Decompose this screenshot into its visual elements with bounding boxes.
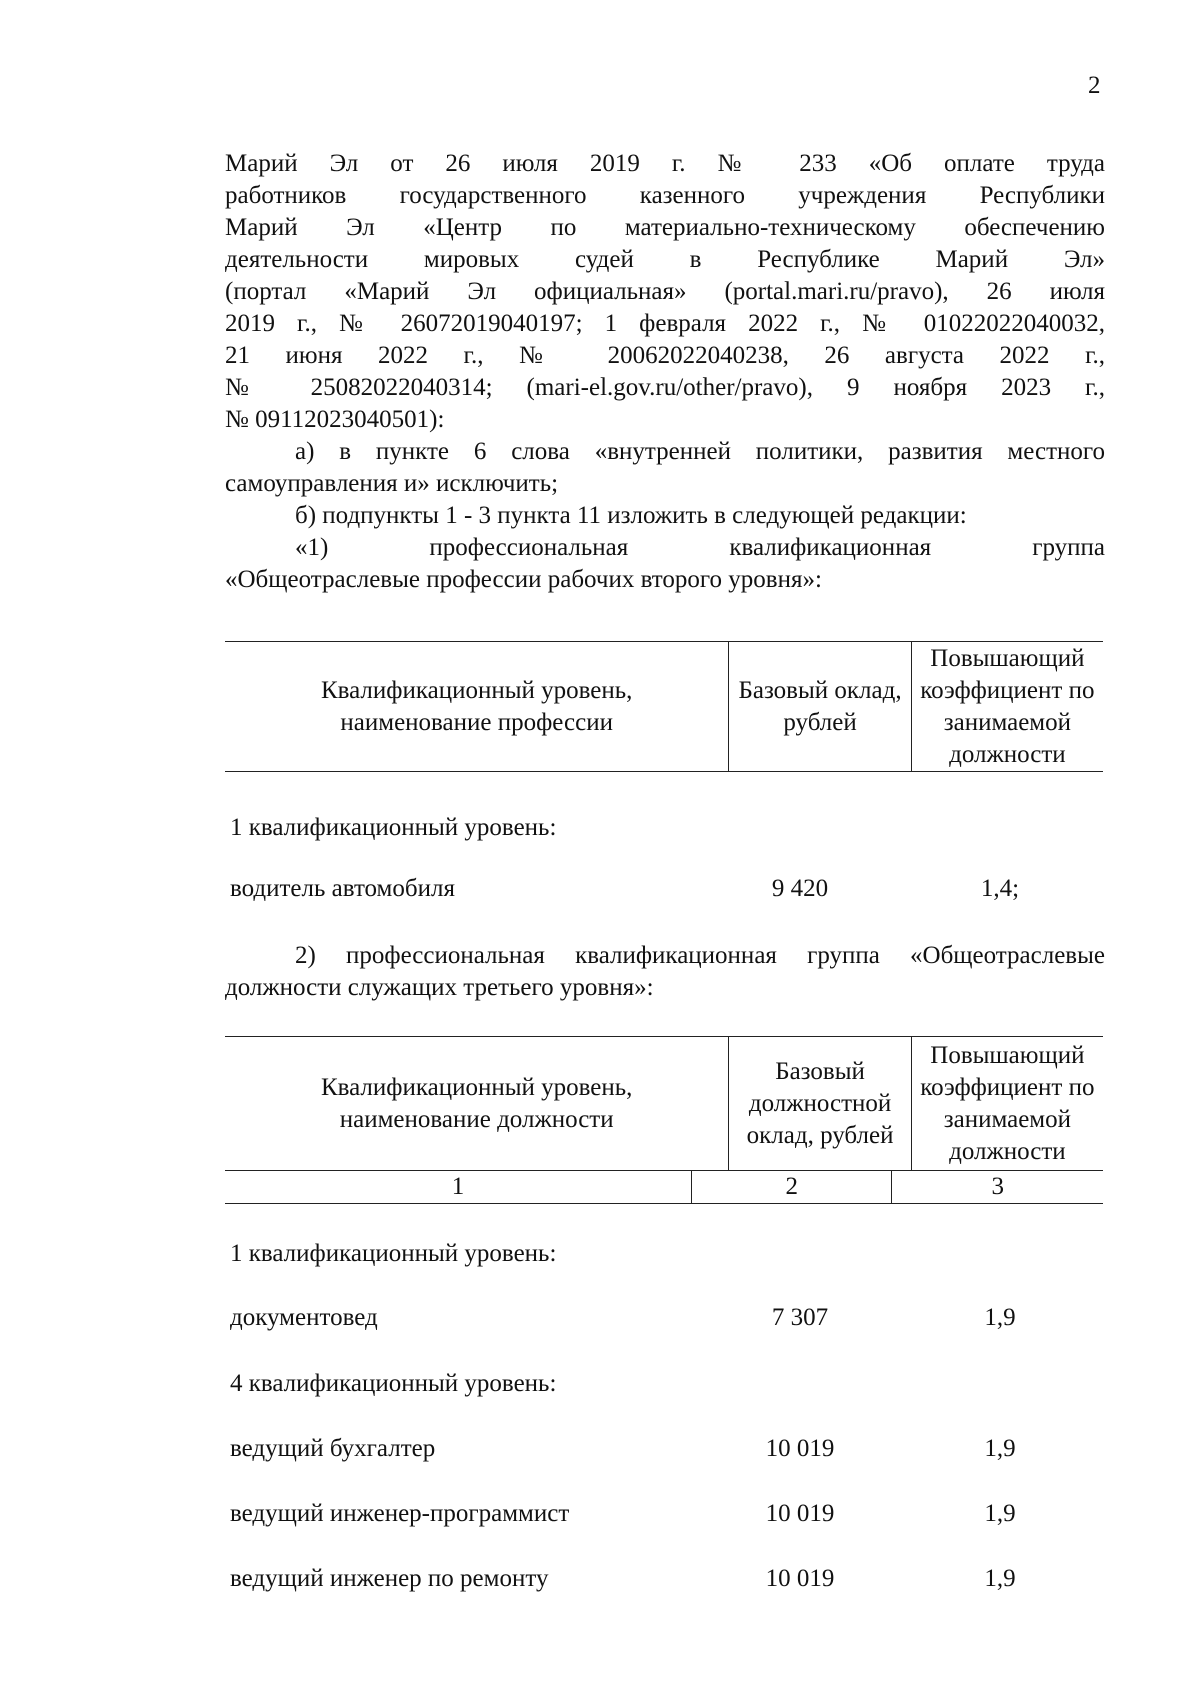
group2-level1-heading	[230, 1238, 1110, 1270]
header-salary: Базовый оклад, рублей	[729, 642, 911, 771]
intro-paragraph	[225, 148, 1105, 596]
text-line: (портал «Марий Эл официальная» (portal.mari.ru/pravo), 26 июля	[225, 278, 1105, 305]
position-name: ведущий инженер по ремонту	[230, 1565, 549, 1592]
column-number: 1	[225, 1171, 692, 1203]
table-row	[230, 873, 1110, 905]
table-row	[230, 1498, 1110, 1530]
header-coefficient: Повышающий коэффициент по занимаемой должности	[920, 644, 1095, 768]
item-a-line: самоуправления и» исключить;	[225, 470, 559, 497]
position-name: документовед	[230, 1304, 378, 1331]
header-coefficient: Повышающий коэффициент по занимаемой должности	[920, 1041, 1095, 1165]
text-line: Марий Эл от 26 июля 2019 г. № 233 «Об оплате труда	[225, 150, 1105, 177]
profession-name: водитель автомобиля	[230, 875, 455, 902]
table-row	[230, 1433, 1110, 1465]
group1-title-line: «1) профессиональная квалификационная группа	[295, 534, 1105, 561]
column-numbers-row	[225, 1171, 1103, 1204]
header-qualification: Квалификационный уровень, наименование профессии	[225, 642, 729, 771]
group2-title-line: 2) профессиональная квалификационная группа «Общеотраслевые	[295, 942, 1105, 969]
column-number: 3	[991, 1173, 1004, 1200]
group1-title-line: «Общеотраслевые профессии рабочих второго уровня»:	[225, 566, 822, 593]
group1-level1-heading	[230, 812, 1110, 844]
header-qualification: Квалификационный уровень, наименование должности	[225, 1037, 729, 1170]
coefficient-value: 1,9	[984, 1435, 1016, 1462]
item-a-line: а) в пункте 6 слова «внутренней политики, развития местного	[295, 438, 1105, 465]
group2-table-header	[225, 1036, 1103, 1204]
item-b-line: б) подпункты 1 - 3 пункта 11 изложить в следующей редакции:	[295, 502, 967, 529]
text-line: № 09112023040501):	[225, 406, 445, 433]
level-label: 1 квалификационный уровень:	[230, 1240, 557, 1267]
group2-title	[225, 940, 1105, 1004]
level-label: 4 квалификационный уровень:	[230, 1370, 557, 1397]
table-row	[230, 1302, 1110, 1334]
salary-value: 10 019	[765, 1500, 835, 1527]
group2-level4-heading	[230, 1368, 1110, 1400]
header-salary: Базовый должностной оклад, рублей	[729, 1037, 911, 1170]
coefficient-value: 1,9	[984, 1500, 1016, 1527]
coefficient-value: 1,9	[984, 1565, 1016, 1592]
position-name: ведущий бухгалтер	[230, 1435, 436, 1462]
position-name: ведущий инженер-программист	[230, 1500, 570, 1527]
text-line: № 25082022040314; (mari-el.gov.ru/other/pravo), 9 ноября 2023 г.,	[225, 374, 1105, 401]
text-line: работников государственного казенного учреждения Республики	[225, 182, 1105, 209]
table-row	[230, 1563, 1110, 1595]
page-number: 2	[1088, 72, 1101, 99]
salary-value: 7 307	[771, 1304, 829, 1331]
coefficient-value: 1,4;	[980, 875, 1020, 902]
text-line: Марий Эл «Центр по материально-техническому обеспечению	[225, 214, 1105, 241]
text-line: 21 июня 2022 г., № 20062022040238, 26 августа 2022 г.,	[225, 342, 1105, 369]
group1-table-header	[225, 641, 1103, 772]
coefficient-value: 1,9	[984, 1304, 1016, 1331]
text-line: деятельности мировых судей в Республике Марий Эл»	[225, 246, 1105, 273]
column-number: 2	[692, 1171, 893, 1203]
text-line: 2019 г., № 26072019040197; 1 февраля 2022 г., № 01022022040032,	[225, 310, 1105, 337]
group2-title-line: должности служащих третьего уровня»:	[225, 974, 654, 1001]
salary-value: 10 019	[765, 1565, 835, 1592]
salary-value: 9 420	[771, 875, 829, 902]
salary-value: 10 019	[765, 1435, 835, 1462]
level-label: 1 квалификационный уровень:	[230, 814, 557, 841]
